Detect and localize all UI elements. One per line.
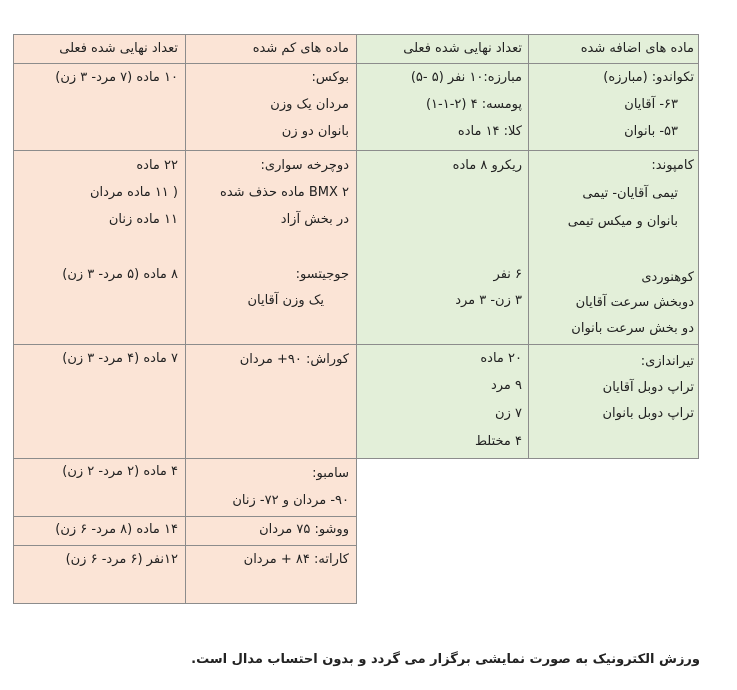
- row2-col3-line: دوچرخه سواری:: [260, 158, 349, 173]
- row1-col3-line: مردان یک وزن: [270, 97, 349, 112]
- row2-col1-line: کوهنوردی: [641, 270, 694, 285]
- row2-col1-cell: [528, 150, 699, 345]
- row3-col2-line: ۹ مرد: [490, 378, 522, 393]
- row1-col3-line: بوکس:: [311, 70, 349, 85]
- row2-col3-line: در بخش آزاد: [280, 212, 349, 227]
- row5-col4-line: ۱۴ ماده (۸ مرد- ۶ زن): [55, 522, 178, 537]
- row3-col1-line: تراپ دوبل بانوان: [602, 406, 694, 421]
- row3-col2-line: ۲۰ ماده: [480, 351, 522, 366]
- row3-col1-line: تیراندازی:: [640, 354, 694, 369]
- row2-col2-line: ریکرو ۸ ماده: [452, 158, 522, 173]
- row2-col4-line: ۱۱ ماده زنان: [108, 212, 178, 227]
- row1-col1-line: تکواندو: (مبارزه): [603, 70, 694, 85]
- row2-col1-line: دوبخش سرعت آقایان: [575, 295, 694, 310]
- row1-col3-line: بانوان دو زن: [281, 124, 349, 139]
- row2-col1-line: کامپوند:: [651, 158, 694, 173]
- row2-col3-cell: [185, 150, 357, 345]
- header-col3: ماده های کم شده: [252, 41, 349, 56]
- header-col1: ماده های اضافه شده: [580, 41, 694, 56]
- row2-col2-line: ۳ زن- ۳ مرد: [455, 293, 522, 308]
- row3-col2-line: ۴ مختلط: [474, 434, 522, 449]
- row2-col4-cell: [13, 150, 186, 345]
- row6-col4-line: ۱۲نفر (۶ مرد- ۶ زن): [65, 552, 178, 567]
- row2-col3-line: یک وزن آقایان: [247, 293, 324, 308]
- row1-col1-line: ۶۳- آقایان: [624, 97, 678, 112]
- row3-col1-line: تراپ دوبل آقایان: [602, 380, 694, 395]
- row1-col2-line: مبارزه:۱۰ نفر (۵ -۵): [410, 70, 522, 85]
- row2-col4-line: ۲۲ ماده: [136, 158, 178, 173]
- header-col4: تعداد نهایی شده فعلی: [59, 41, 178, 56]
- row2-col2-cell: [356, 150, 529, 345]
- row4-col3-line: سامبو:: [312, 466, 349, 481]
- row3-col4-line: ۷ ماده (۴ مرد- ۳ زن): [62, 351, 178, 366]
- row6-col3-line: کاراته: ۸۴ + مردان: [243, 552, 349, 567]
- row2-col1-line: تیمی آقایان- تیمی: [582, 186, 678, 201]
- row2-col1-line: بانوان و میکس تیمی: [567, 214, 678, 229]
- row2-col3-line: BMX ۲ ماده حذف شده: [220, 185, 349, 200]
- row3-col2-line: ۷ زن: [495, 406, 522, 421]
- row2-col4-line: ۸ ماده (۵ مرد- ۳ زن): [62, 267, 178, 282]
- row1-col2-line: کلا: ۱۴ ماده: [457, 124, 522, 139]
- row2-col2-line: ۶ نفر: [493, 267, 522, 282]
- row2-col3-line: جوجیتسو:: [295, 267, 349, 282]
- row1-col2-line: پومسه: ۴ (۲-۱-۱): [425, 97, 522, 112]
- row2-col4-line: ( ۱۱ ماده مردان: [89, 185, 178, 200]
- row2-col1-line: دو بخش سرعت بانوان: [571, 321, 694, 336]
- row4-col4-line: ۴ ماده (۲ مرد- ۲ زن): [62, 464, 178, 479]
- header-col2: تعداد نهایی شده فعلی: [403, 41, 522, 56]
- row3-col3-line: کوراش: ۹۰+ مردان: [239, 352, 349, 367]
- row5-col3-line: ووشو: ۷۵ مردان: [259, 522, 349, 537]
- footer-note: ورزش الکترونیک به صورت نمایشی برگزار می گردد و بدون احتساب مدال است.: [191, 652, 700, 667]
- row1-col1-line: ۵۳- بانوان: [624, 124, 678, 139]
- row4-col3-line: ۹۰- مردان و ۷۲- زنان: [232, 493, 349, 508]
- row1-col4-line: ۱۰ ماده (۷ مرد- ۳ زن): [55, 70, 178, 85]
